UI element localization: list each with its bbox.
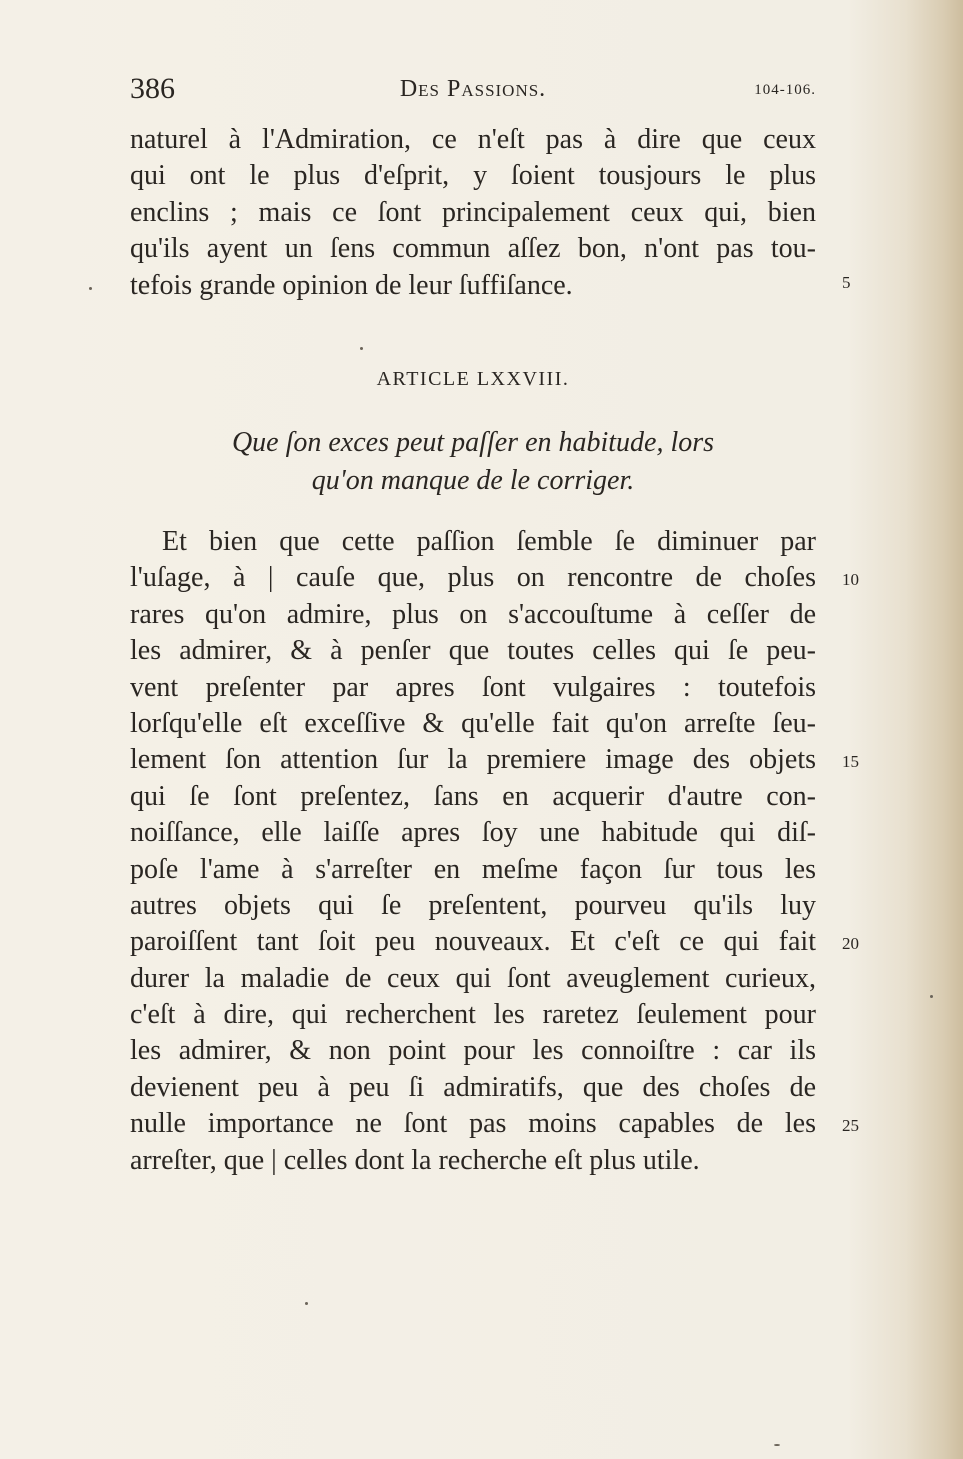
page-number: 386 bbox=[130, 72, 175, 105]
article-heading: ARTICLE LXXVIII. bbox=[376, 368, 570, 390]
text-line: les admirer, & non point pour les connoiſtre : car ils bbox=[130, 1035, 816, 1067]
margin-line-number: 15 bbox=[842, 752, 859, 771]
margin-line-number: 10 bbox=[842, 570, 859, 589]
text-line: paroiſſent tant ſoit peu nouveaux. Et c'eſt ce qui fait bbox=[130, 926, 816, 958]
running-head bbox=[130, 72, 816, 108]
text-line: nulle importance ne ſont pas moins capables de les bbox=[130, 1108, 816, 1140]
ink-speck bbox=[89, 287, 92, 290]
text-line: tefois grande opinion de leur ſuffiſance. bbox=[130, 269, 573, 301]
ink-speck bbox=[930, 995, 933, 998]
ink-speck bbox=[305, 1302, 308, 1305]
text-line: naturel à l'Admiration, ce n'eſt pas à dire que ceux bbox=[130, 124, 816, 155]
text-line: c'eſt à dire, qui recherchent les raretez ſeulement pour bbox=[130, 999, 816, 1031]
margin-line-number: 5 bbox=[842, 273, 851, 292]
text-line: enclins ; mais ce ſont principalement ceux qui, bien bbox=[130, 196, 816, 228]
text-line: devienent peu à peu ſi admiratifs, que des choſes de bbox=[130, 1071, 816, 1103]
text-line: vent preſenter par apres ſont vulgaires : toutefois bbox=[130, 671, 816, 703]
article-title-line: qu'on manque de le corriger. bbox=[311, 465, 635, 496]
text-line: noiſſance, elle laiſſe apres ſoy une habitude qui diſ- bbox=[130, 817, 816, 849]
text-line: rares qu'on admire, plus on s'accouſtume à ceſſer de bbox=[130, 598, 816, 630]
text-line: les admirer, & à penſer que toutes celles qui ſe peu- bbox=[130, 635, 816, 667]
text-line: lement ſon attention ſur la premiere image des objets bbox=[130, 744, 816, 776]
text-line: qui ſe ſont preſentez, ſans en acquerir d'autre con- bbox=[130, 780, 816, 812]
text-line: qui ont le plus d'eſprit, y ſoient tousjours le plus bbox=[130, 160, 816, 192]
running-title: Des Passions. bbox=[399, 76, 547, 102]
section-range: 104-106. bbox=[754, 82, 816, 98]
text-line: poſe l'ame à s'arreſter en meſme façon ſur tous les bbox=[130, 853, 816, 885]
text-line: l'uſage, à | cauſe que, plus on rencontre de choſes bbox=[130, 562, 816, 594]
paragraph-body bbox=[130, 524, 816, 1179]
text-line: arreſter, que | celles dont la recherche eſt plus utile. bbox=[130, 1144, 700, 1176]
margin-line-number: 25 bbox=[842, 1116, 859, 1135]
text-line: qu'ils ayent un ſens commun aſſez bon, n'ont pas tou- bbox=[130, 233, 816, 265]
ink-speck bbox=[360, 347, 363, 350]
text-line: Et bien que cette paſſion ſemble ſe diminuer par bbox=[162, 526, 816, 557]
text-line: lorſqu'elle eſt exceſſive & qu'elle fait qu'on arreſte ſeu- bbox=[130, 707, 816, 739]
text-line: durer la maladie de ceux qui ſont aveuglement curieux, bbox=[130, 962, 816, 994]
margin-line-number: 20 bbox=[842, 934, 859, 953]
text-line: autres objets qui ſe preſentent, pourveu qu'ils luy bbox=[130, 889, 816, 921]
ink-speck bbox=[774, 1444, 780, 1446]
article-title-line: Que ſon exces peut paſſer en habitude, lors bbox=[231, 427, 715, 458]
article-title bbox=[130, 424, 816, 500]
paragraph-continued bbox=[130, 122, 816, 304]
